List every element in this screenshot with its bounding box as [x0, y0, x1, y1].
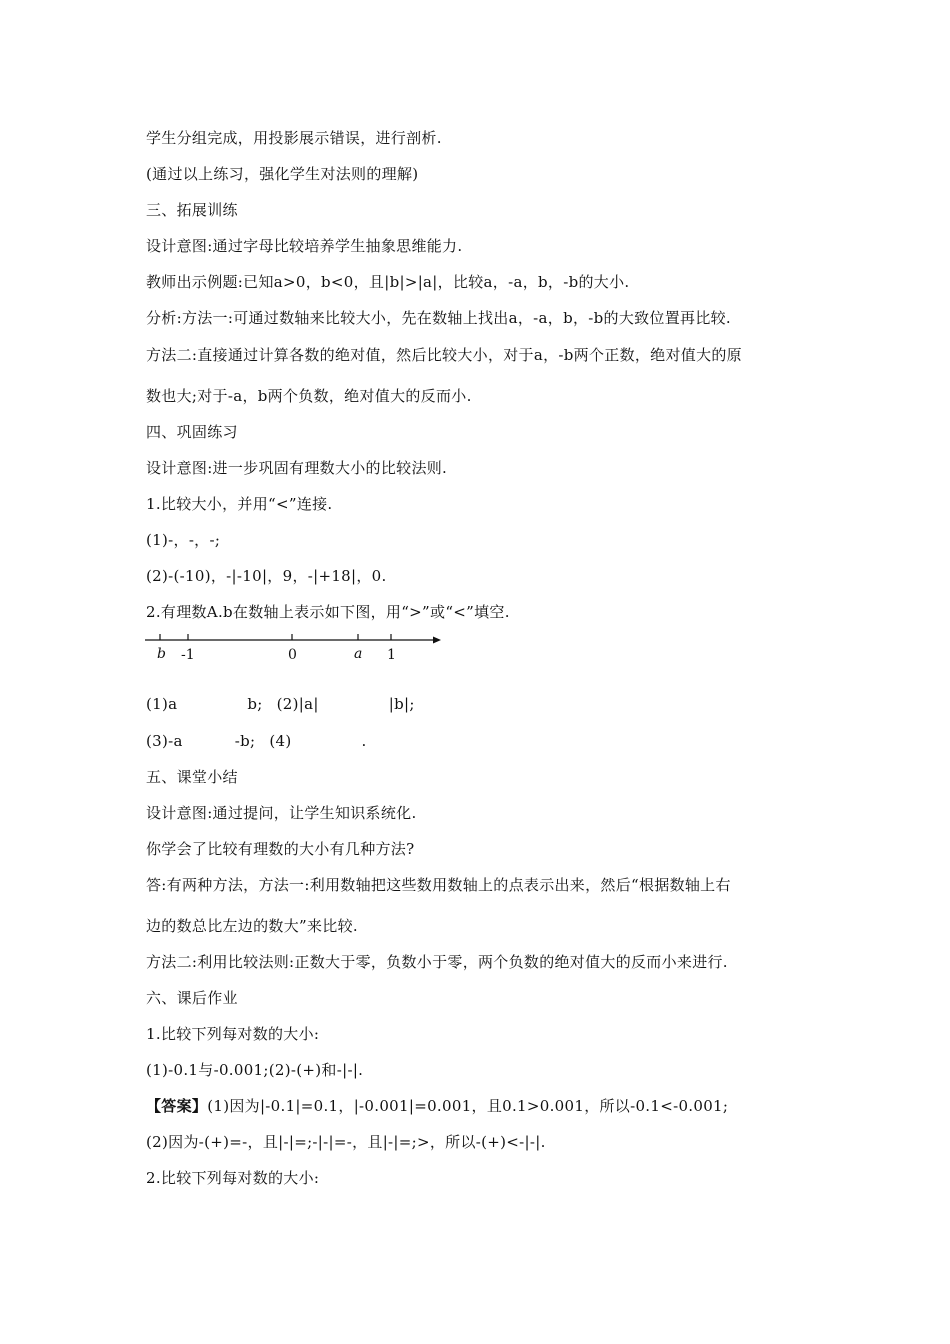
answer-tag: 【答案】 — [146, 1097, 208, 1115]
blank-1-left: (1)a — [146, 695, 178, 713]
section-heading: 六、课后作业 — [146, 989, 238, 1007]
text-line: 设计意图:进一步巩固有理数大小的比较法则. — [146, 459, 448, 477]
text-line: 方法二:利用比较法则:正数大于零，负数小于零，两个负数的绝对值大的反而小来进行. — [146, 953, 728, 971]
text-line: 学生分组完成，用投影展示错误，进行剖析. — [146, 129, 442, 147]
text-line: 答:有两种方法，方法一:利用数轴把这些数用数轴上的点表示出来，然后“根据数轴上右 — [146, 876, 731, 894]
text-line: 你学会了比较有理数的大小有几种方法? — [146, 840, 415, 858]
label-b: b — [157, 646, 166, 662]
answer-line — [146, 1096, 728, 1116]
blank-3-right: -b; — [234, 732, 256, 750]
label-1: 1 — [387, 647, 396, 663]
text-line: 教师出示例题:已知a>0，b<0，且|b|>|a|，比较a，-a，b，-b的大小. — [146, 273, 630, 291]
fill-blank-line — [146, 694, 415, 714]
blank-2-right: |b|; — [388, 695, 415, 713]
text-line: 边的数总比左边的数大”来比较. — [146, 917, 358, 935]
question-line: (2)-(-10)，-|-10|，9，-|+18|，0. — [146, 567, 387, 585]
fill-blank-line — [146, 731, 367, 751]
blank-3-left: (3)-a — [146, 732, 183, 750]
label-a: a — [354, 646, 363, 662]
question-line: (1)-，-，-; — [146, 531, 221, 549]
question-line: 1.比较大小，并用“<”连接. — [146, 495, 333, 513]
blank-4-right: . — [361, 732, 367, 750]
number-line-figure — [140, 626, 450, 666]
question-line: 2.比较下列每对数的大小: — [146, 1169, 320, 1187]
text-line: (通过以上练习，强化学生对法则的理解) — [146, 165, 419, 183]
section-heading: 三、拓展训练 — [146, 201, 238, 219]
text-line: 设计意图:通过字母比较培养学生抽象思维能力. — [146, 237, 463, 255]
blank-4-left: (4) — [269, 732, 292, 750]
question-line: (1)-0.1与-0.001;(2)-(+)和-|-|. — [146, 1061, 364, 1079]
answer-text: (1)因为|-0.1|=0.1，|-0.001|=0.001，且0.1>0.001，所以-0.1<-0.001; — [207, 1097, 729, 1115]
section-heading: 五、课堂小结 — [146, 768, 238, 786]
arrow-icon — [433, 637, 441, 644]
section-heading: 四、巩固练习 — [146, 423, 238, 441]
question-line: 1.比较下列每对数的大小: — [146, 1025, 320, 1043]
text-line: 设计意图:通过提问，让学生知识系统化. — [146, 804, 417, 822]
text-line: 数也大;对于-a，b两个负数，绝对值大的反而小. — [146, 387, 472, 405]
blank-2-left: (2)|a| — [276, 695, 319, 713]
answer-line: (2)因为-(+)=-，且|-|=;-|-|=-，且|-|=;>，所以-(+)<-|-|. — [146, 1133, 546, 1151]
label-neg1: -1 — [181, 647, 195, 663]
question-line: 2.有理数A.b在数轴上表示如下图，用“>”或“<”填空. — [146, 603, 510, 621]
blank-1-right: b; — [247, 695, 263, 713]
label-0: 0 — [288, 647, 297, 663]
text-line: 分析:方法一:可通过数轴来比较大小，先在数轴上找出a，-a，b，-b的大致位置再比较. — [146, 309, 732, 327]
text-line: 方法二:直接通过计算各数的绝对值，然后比较大小，对于a，-b两个正数，绝对值大的原 — [146, 346, 742, 364]
